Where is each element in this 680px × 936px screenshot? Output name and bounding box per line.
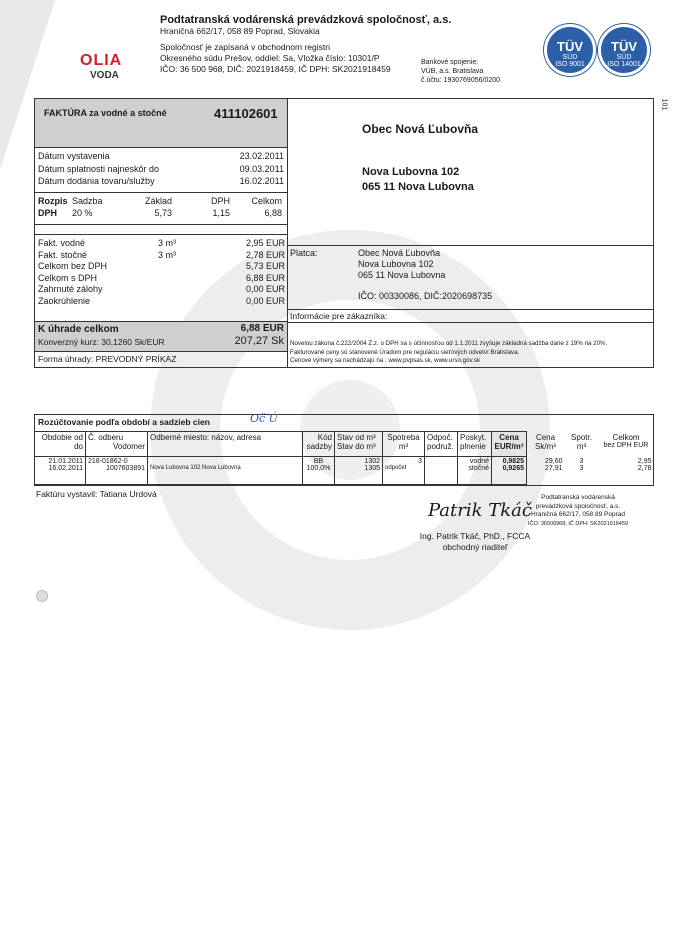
amount-row: Zahrnuté zálohy 0,00 EUR bbox=[38, 284, 285, 295]
signature: Patrik Tkáč bbox=[428, 500, 532, 521]
amount-row: Fakt. stočné 3 m³ 2,78 EUR bbox=[38, 249, 285, 260]
company-logo bbox=[80, 52, 122, 81]
recipient-name: Obec Nová Ľubovňa bbox=[362, 122, 479, 136]
company-stamp: Podtatranská vodárenská prevádzková spoločnosť, a.s. Hraničná 662/17, 058 89 Poprad IČO: 36500968, IČ DPH: SK2021918459 bbox=[528, 494, 628, 527]
invoice-dates bbox=[38, 151, 284, 189]
company-ids: IČO: 36 500 968, DIČ: 2021918459, IČ DPH: SK2021918459 bbox=[160, 64, 391, 74]
company-name: Podtatranská vodárenská prevádzková spoločnosť, a.s. bbox=[160, 14, 452, 26]
info-text: Novelou zákona č.222/2004 Z.z. o DPH sa s účinnosťou od 1.1.2011 zvyšuje základná sadzba dane z 19% na 20%. Fakturované ceny sú stanovené Úradom pre reguláciu sieťových odvetví Bratislava. Cenové výmery sa nachádzajú na : www.pvpsas.sk, www.urso.gov.sk bbox=[290, 340, 608, 364]
bank-label: Bankové spojenie: bbox=[421, 59, 479, 66]
signatory bbox=[410, 531, 540, 553]
amount-row: Celkom bez DPH 5,73 EUR bbox=[38, 261, 285, 272]
handwritten-note: Oč Ú bbox=[250, 412, 278, 425]
issued-by: Faktúru vystavil: Tatiana Urdová bbox=[36, 489, 157, 499]
logo-brand: OLIA bbox=[80, 52, 123, 69]
vat-breakdown bbox=[38, 196, 286, 220]
payer-street: Nova Lubovna 102 bbox=[358, 259, 434, 269]
date-row: Dátum splatnosti najneskôr do 09.03.2011 bbox=[38, 163, 284, 174]
recipient-city: 065 11 Nova Lubovna bbox=[362, 181, 474, 193]
amount-row: Zaokrúhlenie 0,00 EUR bbox=[38, 295, 285, 306]
amount-row: Fakt. vodné 3 m³ 2,95 EUR bbox=[38, 238, 285, 248]
company-reg1: Spoločnosť je zapísaná v obchodnom registri bbox=[160, 42, 330, 52]
tuv-seal-iso14001: TÜV SÜD ISO 14001 bbox=[598, 24, 650, 76]
frame-divider bbox=[287, 98, 288, 368]
total-value: 6,88 EUR bbox=[240, 323, 284, 334]
breakdown-table bbox=[34, 431, 654, 485]
company-header bbox=[160, 14, 460, 75]
payer-label: Platca: bbox=[290, 248, 318, 258]
date-row: Dátum vystavenia 23.02.2011 bbox=[38, 151, 284, 161]
amount-row: Celkom s DPH 6,88 EUR bbox=[38, 272, 285, 283]
breakdown-header: Obdobie od do Č. odberu Vodomer Odberné miesto: názov, adresa Kód sadzby Stav od m³ Stav do m³ Spotreba m³ Odpoč. podruž. Poskyt. plnenie Cena EUR/m³ Cena Sk/m³ Spotr. m³ Celkom bez DPH EUR bbox=[35, 432, 654, 457]
payer-block bbox=[358, 248, 492, 302]
logo-sub: VODA bbox=[90, 70, 119, 81]
invoice-amounts bbox=[38, 238, 285, 308]
recipient-street: Nova Lubovna 102 bbox=[362, 166, 460, 178]
bank-account: č.účtu: 1930769056/0200 bbox=[421, 77, 501, 84]
signatory-role: obchodný riaditeľ bbox=[442, 542, 508, 552]
payer-city: 065 11 Nova Lubovna bbox=[358, 270, 446, 280]
total-label: K úhrade celkom bbox=[38, 324, 119, 335]
invoice-number: 411102601 bbox=[214, 106, 278, 121]
breakdown-title: Rozúčtovanie podľa období a sadzieb cien bbox=[38, 417, 210, 427]
payer-ids: IČO: 00330086, DIČ:2020698735 bbox=[358, 291, 493, 301]
company-reg2: Okresného súdu Prešov, oddiel: Sa, Vložka číslo: 10301/P bbox=[160, 53, 380, 63]
bank-name: VÚB, a.s. Bratislava bbox=[421, 68, 484, 75]
side-number: 101 bbox=[660, 98, 668, 111]
rate-value: 207,27 Sk bbox=[234, 335, 284, 347]
info-label: Informácie pre zákazníka: bbox=[290, 311, 388, 321]
rate-label: Konverzný kurz: 30,1260 Sk/EUR bbox=[38, 337, 165, 347]
company-address: Hraničná 662/17, 058 89 Poprad, Slovakia bbox=[160, 26, 320, 36]
vat-header: Rozpis Sadzba Základ DPH Celkom bbox=[38, 196, 282, 206]
bank-info bbox=[421, 58, 531, 85]
breakdown-row: 21.01.2011 16.02.2011 218-01862-0 1007603891 Nova Lubovna 102 Nova Lubovna BB 100,0% 1302 1305 3 odpočet vodné stočné 0,9825 0,9265 29,60 27,91 3 3 2,95 2,78 bbox=[35, 457, 654, 485]
tuv-seal-iso9001: TÜV SÜD ISO 9001 bbox=[544, 24, 596, 76]
invoice-title: FAKTÚRA za vodné a stočné bbox=[44, 108, 167, 118]
punch-hole bbox=[36, 590, 48, 602]
date-row: Dátum dodania tovaru/služby 16.02.2011 bbox=[38, 176, 284, 186]
payer-name: Obec Nová Ľubovňa bbox=[358, 248, 441, 258]
vat-row: DPH 20 % 5,73 1,15 6,88 bbox=[38, 208, 282, 218]
signatory-name: Ing. Patrik Tkáč, PhD., FCCA bbox=[419, 531, 531, 541]
payment-method: Forma úhrady: PREVODNÝ PRÍKAZ bbox=[38, 354, 177, 364]
